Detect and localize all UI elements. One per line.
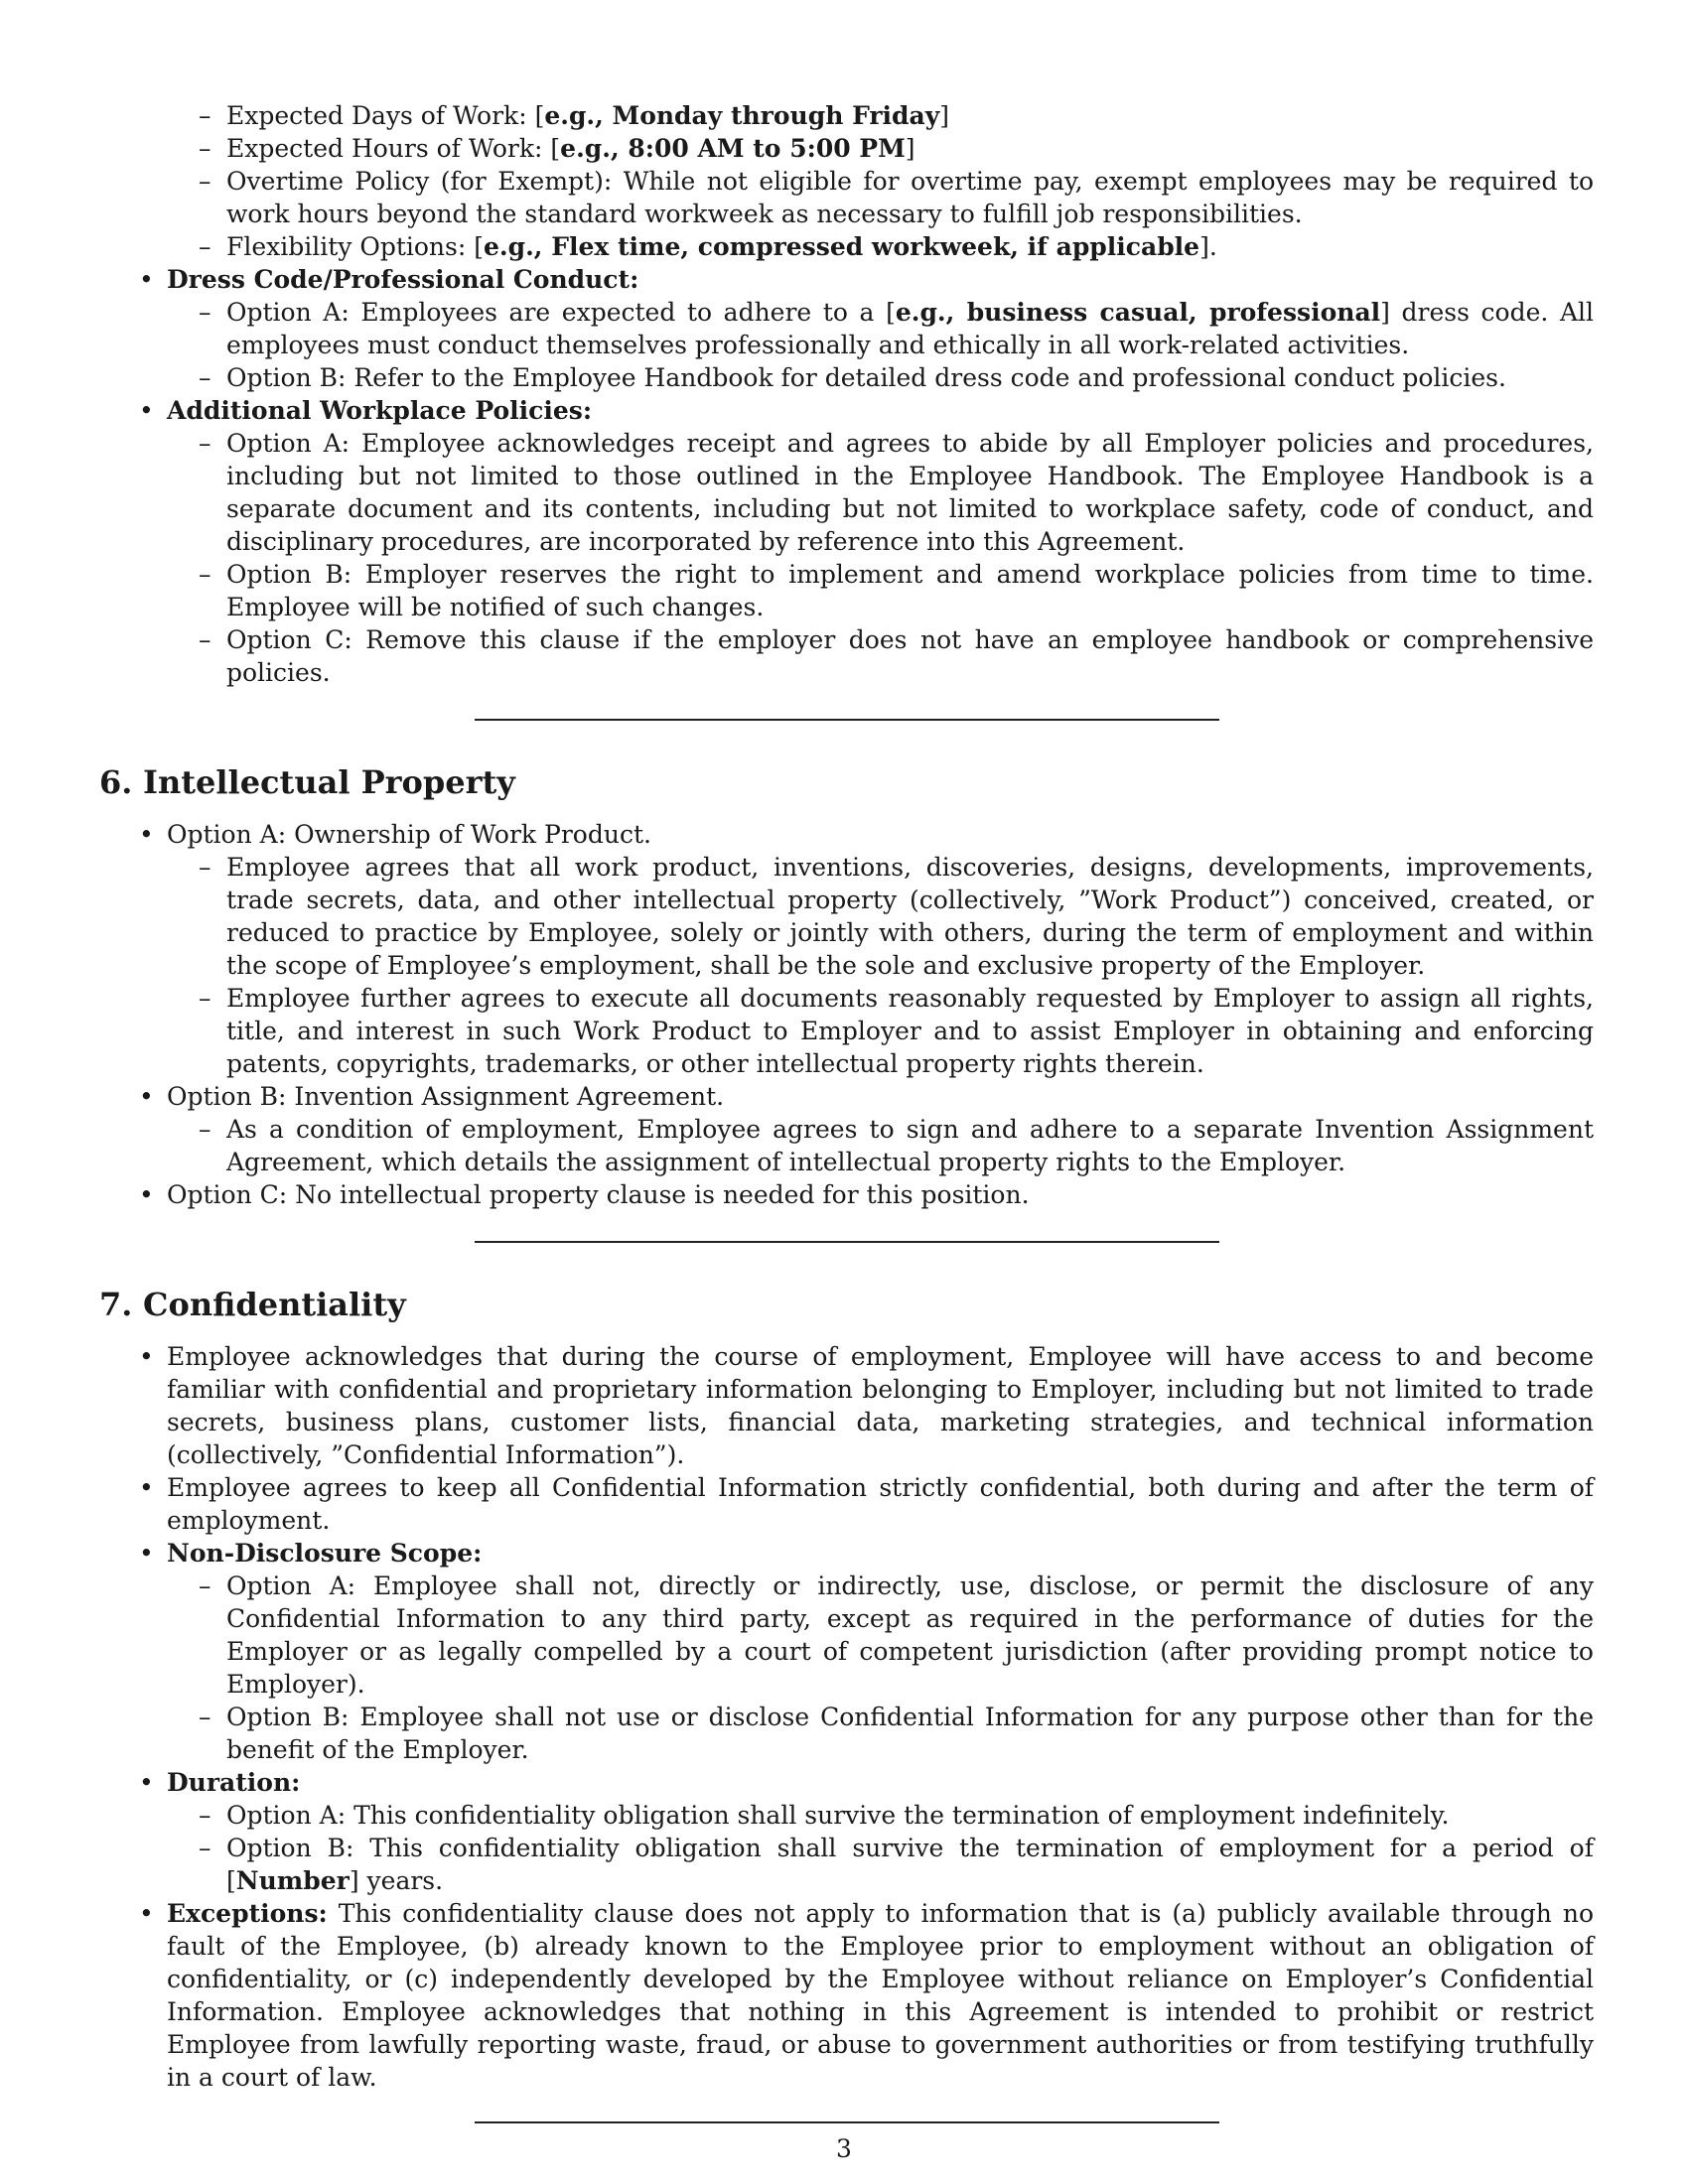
list-item: • Option C: No intellectual property clause is needed for this position. xyxy=(99,1178,1594,1211)
list-item: – Option A: This confidentiality obligation shall survive the termination of employment indefinitely. xyxy=(99,1799,1594,1832)
list-item: – Option A: Employee acknowledges receipt and agrees to abide by all Employer policies and procedures, including but not limited to those outlined in the Employee Handbook. The Employee Handbook is a separate document and its contents, including but not limited to workplace safety, code of conduct, and disciplinary procedures, are incorporated by reference into this Agreement. xyxy=(99,427,1594,558)
list-item: – Overtime Policy (for Exempt): While not eligible for overtime pay, exempt employees may be required to work hours beyond the standard workweek as necessary to fulfill job responsibilities. xyxy=(99,165,1594,230)
placeholder-value: Number xyxy=(235,1866,350,1895)
list-item: – Expected Hours of Work: [e.g., 8:00 AM to 5:00 PM] xyxy=(99,132,1594,165)
list-item: • Employee agrees to keep all Confidential Information strictly confidential, both during and after the term of employment. xyxy=(99,1471,1594,1537)
list-item: – As a condition of employment, Employee agrees to sign and adhere to a separate Invention Assignment Agreement, which details the assignment of intellectual property rights to the Employer. xyxy=(99,1113,1594,1178)
item-heading: Dress Code/Professional Conduct: xyxy=(167,265,639,294)
list-item: – Option B: This confidentiality obligation shall survive the termination of employment for a period of [Number] years. xyxy=(99,1832,1594,1897)
placeholder-value: e.g., business casual, professional xyxy=(895,298,1381,327)
item-heading: Non-Disclosure Scope: xyxy=(167,1539,483,1568)
confidentiality-list xyxy=(99,1340,1594,2094)
section-heading-confidentiality: 7. Confidentiality xyxy=(99,1286,406,1323)
placeholder-value: e.g., Flex time, compressed workweek, if applicable xyxy=(484,232,1200,261)
list-item: – Option A: Employees are expected to adhere to a [e.g., business casual, professional] dress code. All employees must conduct themselves professionally and ethically in all work-related activities. xyxy=(99,296,1594,361)
list-item: – Employee further agrees to execute all documents reasonably requested by Employer to assign all rights, title, and interest in such Work Product to Employer and to assist Employer in obtaining and enforcing patents, copyrights, trademarks, or other intellectual property rights therein. xyxy=(99,982,1594,1080)
item-heading: Exceptions: xyxy=(167,1899,328,1928)
work-schedule-list xyxy=(99,99,1594,263)
section-divider xyxy=(475,719,1219,721)
list-item: – Expected Days of Work: [e.g., Monday through Friday] xyxy=(99,99,1594,132)
list-item-dress-code xyxy=(99,263,1594,394)
placeholder-value: e.g., Monday through Friday xyxy=(544,101,940,130)
page-number: 3 xyxy=(836,2134,852,2163)
list-item: • Option A: Ownership of Work Product. – Employee agrees that all work product, inventions, discoveries, designs, developments, improvements, trade secrets, data, and other intellectual property (collectively, ”Work Product”) conceived, created, or reduced to practice by Employee, solely or jointly with others, during the term of employment and within the scope of Employee’s employment, shall be the sole and exclusive property of the Employer. – Employee further agrees to execute all documents reasonably requested by Employer to assign all rights, title, and interest in such Work Product to Employer and to assist Employer in obtaining and enforcing patents, copyrights, trademarks, or other intellectual property rights therein. xyxy=(99,818,1594,1080)
list-item: • Employee acknowledges that during the course of employment, Employee will have access to and become familiar with confidential and proprietary information belonging to Employer, including but not limited to trade secrets, business plans, customer lists, financial data, marketing strategies, and technical information (collectively, ”Confidential Information”). xyxy=(99,1340,1594,1471)
list-item-additional-policies xyxy=(99,394,1594,689)
section-divider xyxy=(475,1241,1219,1243)
list-item: – Option C: Remove this clause if the employer does not have an employee handbook or comprehensive policies. xyxy=(99,623,1594,689)
list-item: – Option A: Employee shall not, directly or indirectly, use, disclose, or permit the disclosure of any Confidential Information to any third party, except as required in the performance of duties for the Employer or as legally compelled by a court of competent jurisdiction (after providing prompt notice to Employer). xyxy=(99,1570,1594,1701)
list-item-non-disclosure xyxy=(99,1537,1594,1766)
item-heading: Additional Workplace Policies: xyxy=(167,396,593,425)
list-item: – Option B: Employee shall not use or disclose Confidential Information for any purpose other than for the benefit of the Employer. xyxy=(99,1701,1594,1766)
list-item: – Option B: Employer reserves the right to implement and amend workplace policies from time to time. Employee will be notified of such changes. xyxy=(99,558,1594,623)
list-item: – Employee agrees that all work product, inventions, discoveries, designs, developments, improvements, trade secrets, data, and other intellectual property (collectively, ”Work Product”) conceived, created, or reduced to practice by Employee, solely or jointly with others, during the term of employment and within the scope of Employee’s employment, shall be the sole and exclusive property of the Employer. xyxy=(99,851,1594,982)
list-item-duration xyxy=(99,1766,1594,1897)
placeholder-value: e.g., 8:00 AM to 5:00 PM xyxy=(560,134,906,163)
document-page xyxy=(99,99,1594,2123)
workplace-list xyxy=(99,263,1594,689)
list-item: – Option B: Refer to the Employee Handbook for detailed dress code and professional conduct policies. xyxy=(99,361,1594,394)
list-item-exceptions: • Exceptions: This confidentiality clause does not apply to information that is (a) publicly available through no fault of the Employee, (b) already known to the Employee prior to employment without an obligation of confidentiality, or (c) independently developed by the Employee without reliance on Employer’s Confidential Information. Employee acknowledges that nothing in this Agreement is intended to prohibit or restrict Employee from lawfully reporting waste, fraud, or abuse to government authorities or from testifying truthfully in a court of law. xyxy=(99,1897,1594,2094)
list-item: – Flexibility Options: [e.g., Flex time, compressed workweek, if applicable]. xyxy=(99,230,1594,263)
list-item: • Option B: Invention Assignment Agreement. – As a condition of employment, Employee agrees to sign and adhere to a separate Invention Assignment Agreement, which details the assignment of intellectual property rights to the Employer. xyxy=(99,1080,1594,1178)
ip-options-list xyxy=(99,818,1594,1211)
section-heading-intellectual-property: 6. Intellectual Property xyxy=(99,763,515,801)
item-heading: Duration: xyxy=(167,1768,301,1797)
section-divider xyxy=(475,2121,1219,2123)
